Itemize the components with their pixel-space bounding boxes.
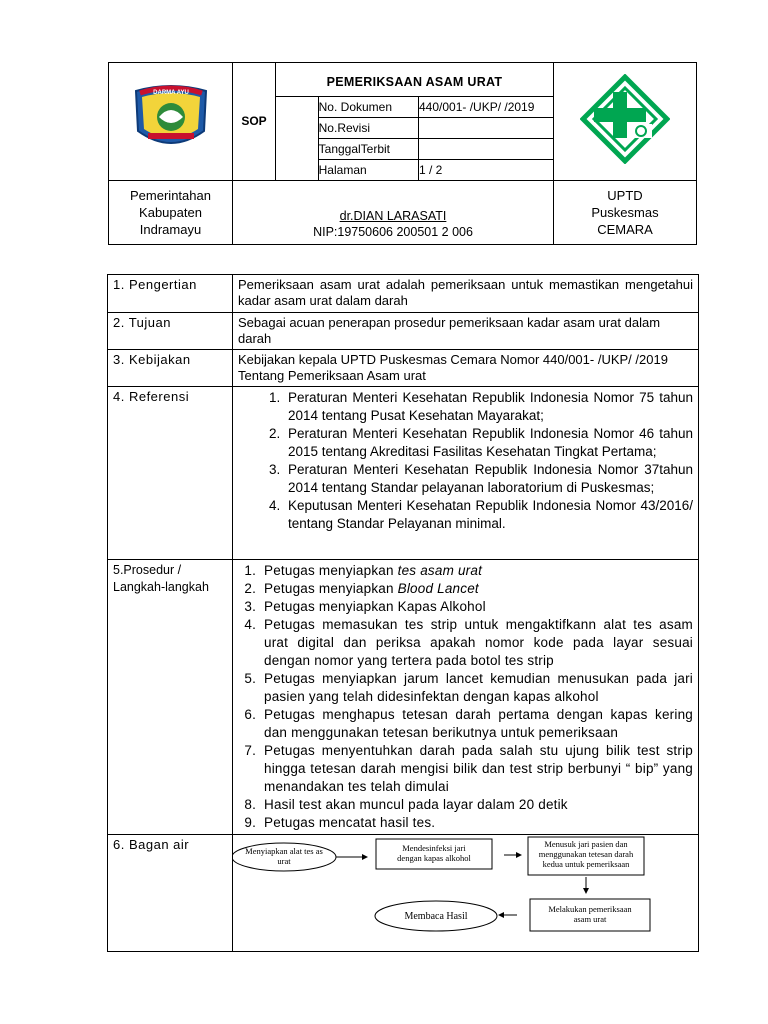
gov-line-1: Pemerintahan — [130, 187, 211, 203]
list-item — [260, 616, 693, 670]
kebijakan-label: 3. Kebijakan — [108, 350, 233, 387]
section-row — [108, 387, 699, 560]
flow-node-disinfect-text-2: dengan kapas alkohol — [397, 853, 471, 863]
puskesmas-logo-cell — [554, 63, 697, 181]
list-item: 4. Keputusan Menteri Kesehatan Republik Indonesia Nomor 43/2016/ tentang Standar Pelayanan minimal. — [284, 497, 693, 533]
page-label: Halaman — [318, 159, 418, 180]
section-row — [108, 560, 699, 835]
content-table — [107, 274, 699, 952]
bagan-label: 6. Bagan air — [108, 835, 233, 952]
issue-date-label: TanggalTerbit — [318, 138, 418, 159]
step-text: Hasil test akan muncul pada layar dalam 20 detik — [264, 797, 568, 812]
list-item — [260, 796, 693, 814]
sop-label: SOP — [233, 63, 276, 181]
step-text: Petugas menyiapkan Kapas Alkohol — [264, 599, 486, 614]
list-item — [260, 742, 693, 796]
revision-value — [418, 117, 553, 138]
step-text: Petugas mencatat hasil tes. — [264, 815, 436, 830]
gov-line-2: Kabupaten — [139, 204, 202, 220]
flow-node-prick-text-1: Menusuk jari pasien dan — [544, 839, 628, 849]
district-logo-cell — [109, 63, 233, 181]
issue-date-value — [418, 138, 553, 159]
signer-name: dr.DIAN LARASATI — [339, 208, 447, 223]
step-text: Petugas menyentuhkan darah pada salah stu ujung bilik test strip hingga tetesan darah mengisi bilik dan test strip berbunyi “ bip” yang menandakan tes telah dimulai — [264, 743, 693, 794]
page-value: 1 / 2 — [418, 159, 553, 180]
list-item: 2. Peraturan Menteri Kesehatan Republik Indonesia Nomor 46 tahun 2015 tentang Akreditasi Fasilitas Kesehatan Tingkat Pertama; — [284, 425, 693, 461]
section-row — [108, 275, 699, 313]
document-title: PEMERIKSAAN ASAM URAT — [276, 63, 553, 96]
flow-node-examine-text-1: Melakukan pemeriksaan — [548, 904, 632, 914]
uptd-line-3: CEMARA — [597, 221, 653, 237]
step-emphasis: Blood Lancet — [397, 581, 479, 596]
header-table — [108, 62, 697, 245]
flow-node-start-text-1: Menyiapkan alat tes as — [245, 846, 323, 856]
list-item: 1. Peraturan Menteri Kesehatan Republik Indonesia Nomor 75 tahun 2014 tentang Pusat Kesehatan Mayarakat; — [284, 389, 693, 425]
signer-nip: NIP:19750606 200501 2 006 — [313, 224, 473, 239]
step-text: Petugas memasukan tes strip untuk mengaktifkann alat tes asam urat digital dan periksa apakah nomor kode pada layar sesuai dengan nomor yang tertera pada botol tes strip — [264, 617, 693, 668]
prosedur-label-line-2: Langkah-langkah — [113, 580, 209, 594]
list-item — [260, 562, 693, 580]
puskesmas-cross-icon — [580, 74, 670, 164]
emblem-ribbon-text: DARMA AYU — [152, 89, 189, 96]
uptd-name — [554, 180, 697, 244]
tujuan-label: 2. Tujuan — [108, 313, 233, 350]
district-emblem-icon — [126, 83, 216, 155]
flowchart — [233, 835, 697, 947]
list-item — [260, 670, 693, 706]
list-item — [260, 580, 693, 598]
gov-line-3: Indramayu — [139, 221, 202, 237]
section-row — [108, 350, 699, 387]
procedure-steps — [238, 562, 693, 832]
prosedur-label — [108, 560, 233, 835]
step-text: Petugas menyiapkan — [264, 563, 398, 578]
step-text: Petugas menyiapkan jarum lancet kemudian menusukan pada jari pasien yang telah didesinfektan dengan kapas alkohol — [264, 671, 693, 704]
pengertian-label: 1. Pengertian — [108, 275, 233, 313]
tujuan-text: Sebagai acuan penerapan prosedur pemeriksaan kadar asam urat dalam darah — [233, 313, 699, 350]
doc-number-label: No. Dokumen — [318, 96, 418, 117]
uptd-line-2: Puskesmas — [591, 204, 659, 220]
uptd-line-1: UPTD — [607, 187, 643, 203]
kebijakan-text: Kebijakan kepala UPTD Puskesmas Cemara Nomor 440/001- /UKP/ /2019 Tentang Pemeriksaan Asam urat — [233, 350, 699, 387]
step-text: Petugas menyiapkan — [264, 581, 398, 596]
signature-block — [233, 180, 554, 244]
section-row — [108, 835, 699, 952]
reference-list — [238, 389, 693, 533]
revision-label: No.Revisi — [318, 117, 418, 138]
list-item — [260, 598, 693, 616]
doc-number-value: 440/001- /UKP/ /2019 — [418, 96, 553, 117]
list-item — [260, 814, 693, 832]
step-emphasis: tes asam urat — [397, 563, 483, 578]
section-row — [108, 313, 699, 350]
list-item: 3. Peraturan Menteri Kesehatan Republik Indonesia Nomor 37tahun 2014 tentang Standar pelayanan laboratorium di Puskesmas; — [284, 461, 693, 497]
step-text: Petugas menghapus tetesan darah pertama dengan kapas kering dan menggunakan tetesan berikutnya untuk pemeriksaan — [264, 707, 693, 740]
referensi-label: 4. Referensi — [108, 387, 233, 560]
list-item — [260, 706, 693, 742]
flow-node-prick-text-3: kedua untuk pemeriksaan — [542, 859, 630, 869]
flow-node-disinfect-text-1: Mendesinfeksi jari — [402, 843, 466, 853]
flow-node-examine-text-2: asam urat — [573, 914, 607, 924]
flow-node-start-text-2: urat — [277, 856, 291, 866]
flow-node-end-text: Membaca Hasil — [404, 911, 468, 922]
flow-node-prick-text-2: menggunakan tetesan darah — [538, 849, 634, 859]
pengertian-text: Pemeriksaan asam urat adalah pemeriksaan untuk memastikan mengetahui kadar asam urat dalam darah — [233, 275, 699, 313]
government-name — [109, 180, 233, 244]
prosedur-label-line-1: 5.Prosedur / — [113, 563, 182, 577]
